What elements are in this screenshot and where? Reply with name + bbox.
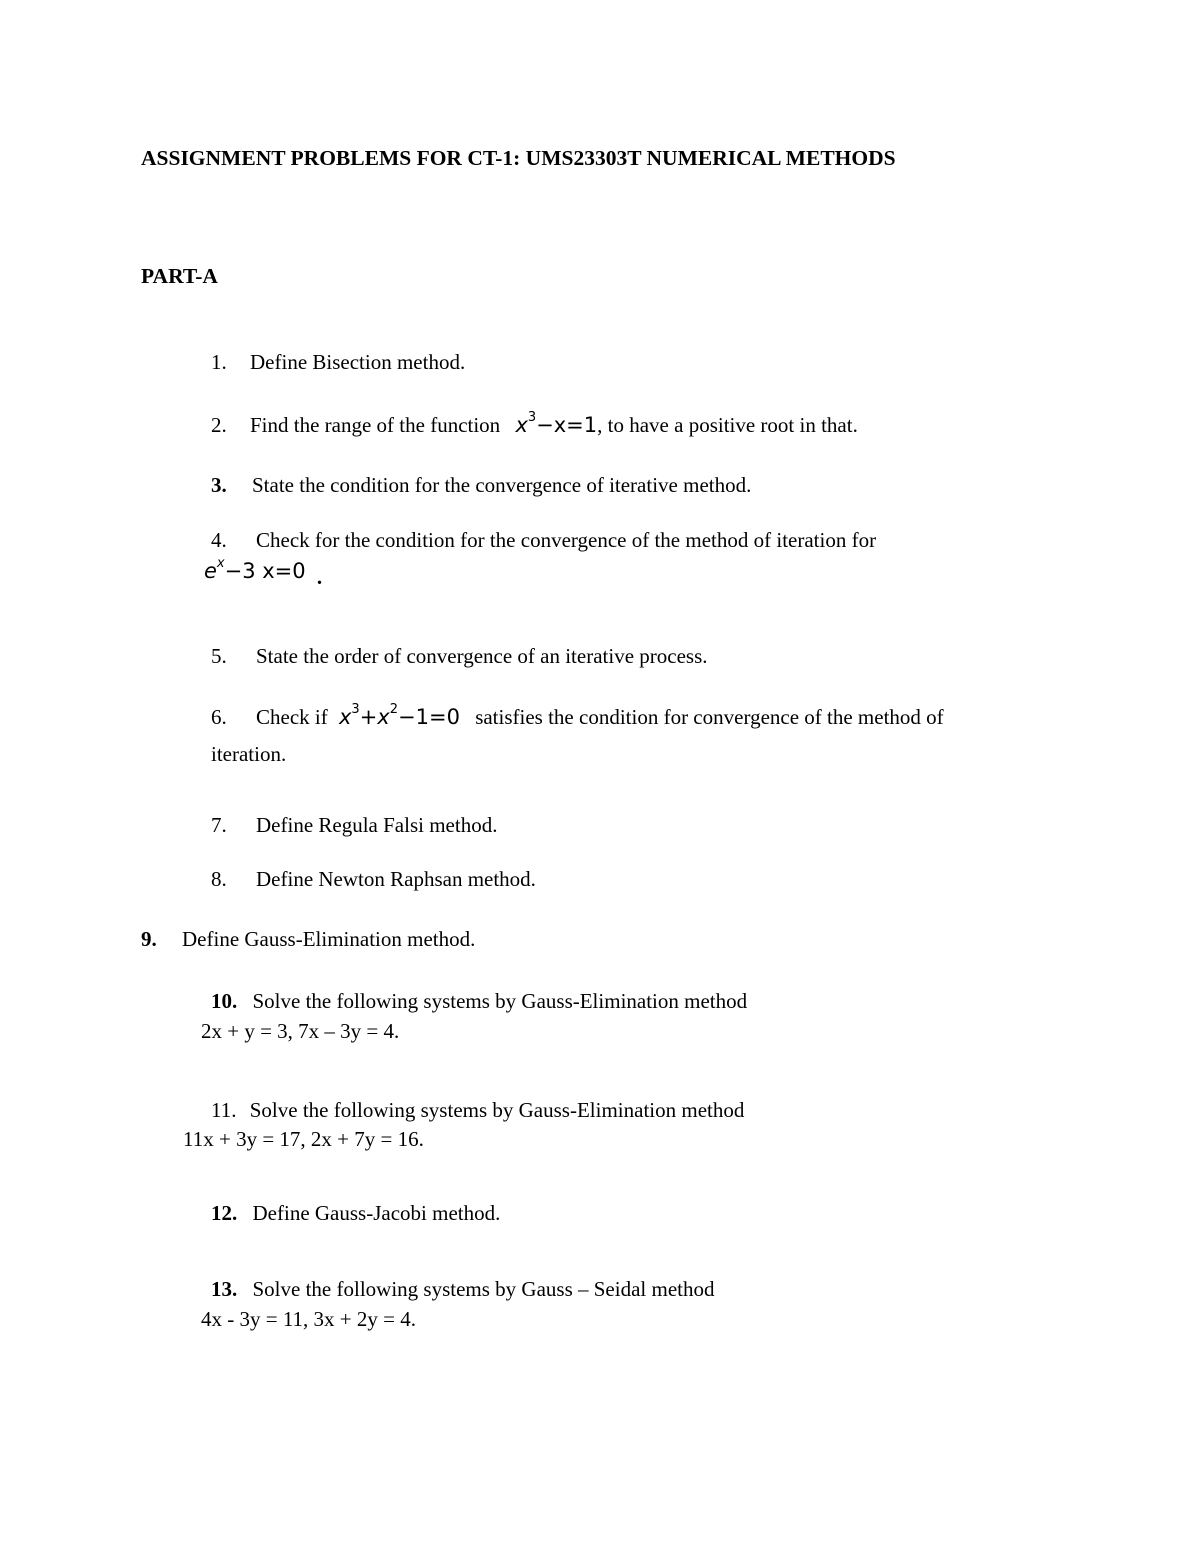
question-4 bbox=[211, 527, 876, 553]
math-exponent: 3 bbox=[351, 702, 360, 717]
question-10 bbox=[211, 988, 747, 1014]
question-8 bbox=[211, 866, 536, 892]
question-text: Define Gauss-Elimination method. bbox=[182, 927, 476, 951]
question-13-equations: 4x - 3y = 11, 3x + 2y = 4. bbox=[201, 1307, 416, 1331]
question-text: Check for the condition for the convergence of the method of iteration for bbox=[256, 528, 877, 552]
question-number: 10. bbox=[211, 989, 238, 1013]
question-number: 6. bbox=[211, 705, 227, 729]
question-12 bbox=[211, 1200, 500, 1226]
equation bbox=[338, 702, 460, 729]
page-title: ASSIGNMENT PROBLEMS FOR CT-1: UMS23303T NUMERICAL METHODS bbox=[141, 146, 896, 170]
question-11 bbox=[211, 1097, 744, 1123]
question-text: State the condition for the convergence of iterative method. bbox=[252, 473, 752, 497]
question-number: 12. bbox=[211, 1201, 238, 1225]
question-5 bbox=[211, 643, 708, 669]
math-expression: −1=0 bbox=[398, 705, 460, 729]
question-3 bbox=[211, 472, 751, 498]
math-expression: −3 x=0 bbox=[224, 559, 306, 583]
question-1 bbox=[211, 349, 465, 375]
question-2 bbox=[211, 412, 858, 438]
question-7 bbox=[211, 812, 497, 838]
question-6 bbox=[211, 704, 944, 730]
question-text: Find the range of the function bbox=[250, 413, 501, 437]
question-text: Solve the following systems by Gauss-Elimination method bbox=[252, 989, 748, 1013]
question-tail: . bbox=[316, 565, 323, 589]
question-13 bbox=[211, 1276, 714, 1302]
math-variable: x bbox=[338, 705, 352, 729]
question-text: State the order of convergence of an iterative process. bbox=[256, 644, 708, 668]
math-expression: +x bbox=[359, 705, 390, 729]
question-6-continuation: iteration. bbox=[211, 742, 287, 766]
question-4-equation bbox=[204, 556, 323, 589]
question-number: 13. bbox=[211, 1277, 238, 1301]
question-10-equations: 2x + y = 3, 7x – 3y = 4. bbox=[201, 1019, 400, 1043]
math-exponent: 3 bbox=[527, 410, 537, 425]
section-heading: PART-A bbox=[141, 264, 218, 288]
question-number: 9. bbox=[141, 927, 157, 951]
question-text: Define Bisection method. bbox=[250, 350, 466, 374]
math-exponent: x bbox=[216, 556, 225, 571]
question-text: Solve the following systems by Gauss-Elimination method bbox=[249, 1098, 745, 1122]
question-number: 7. bbox=[211, 813, 227, 837]
math-expression: −x=1 bbox=[536, 413, 598, 437]
question-number: 2. bbox=[211, 413, 227, 437]
question-text-tail: satisfies the condition for convergence of the method of bbox=[475, 705, 944, 729]
question-9 bbox=[141, 926, 475, 952]
equation bbox=[515, 410, 598, 437]
question-number: 3. bbox=[211, 473, 227, 497]
math-variable: x bbox=[515, 413, 528, 437]
question-number: 1. bbox=[211, 350, 227, 374]
question-number: 4. bbox=[211, 528, 227, 552]
question-number: 11. bbox=[211, 1098, 237, 1122]
question-text: Check if bbox=[256, 705, 328, 729]
math-exponent: 2 bbox=[389, 702, 399, 717]
question-text: Define Gauss-Jacobi method. bbox=[252, 1201, 501, 1225]
question-text: Define Regula Falsi method. bbox=[256, 813, 498, 837]
question-number: 5. bbox=[211, 644, 227, 668]
question-text-tail: , to have a positive root in that. bbox=[597, 413, 858, 437]
question-number: 8. bbox=[211, 867, 227, 891]
question-11-equations: 11x + 3y = 17, 2x + 7y = 16. bbox=[183, 1127, 424, 1151]
math-variable: e bbox=[204, 559, 217, 583]
question-text: Define Newton Raphsan method. bbox=[256, 867, 536, 891]
question-text: Solve the following systems by Gauss – Seidal method bbox=[252, 1277, 715, 1301]
equation bbox=[204, 556, 306, 583]
